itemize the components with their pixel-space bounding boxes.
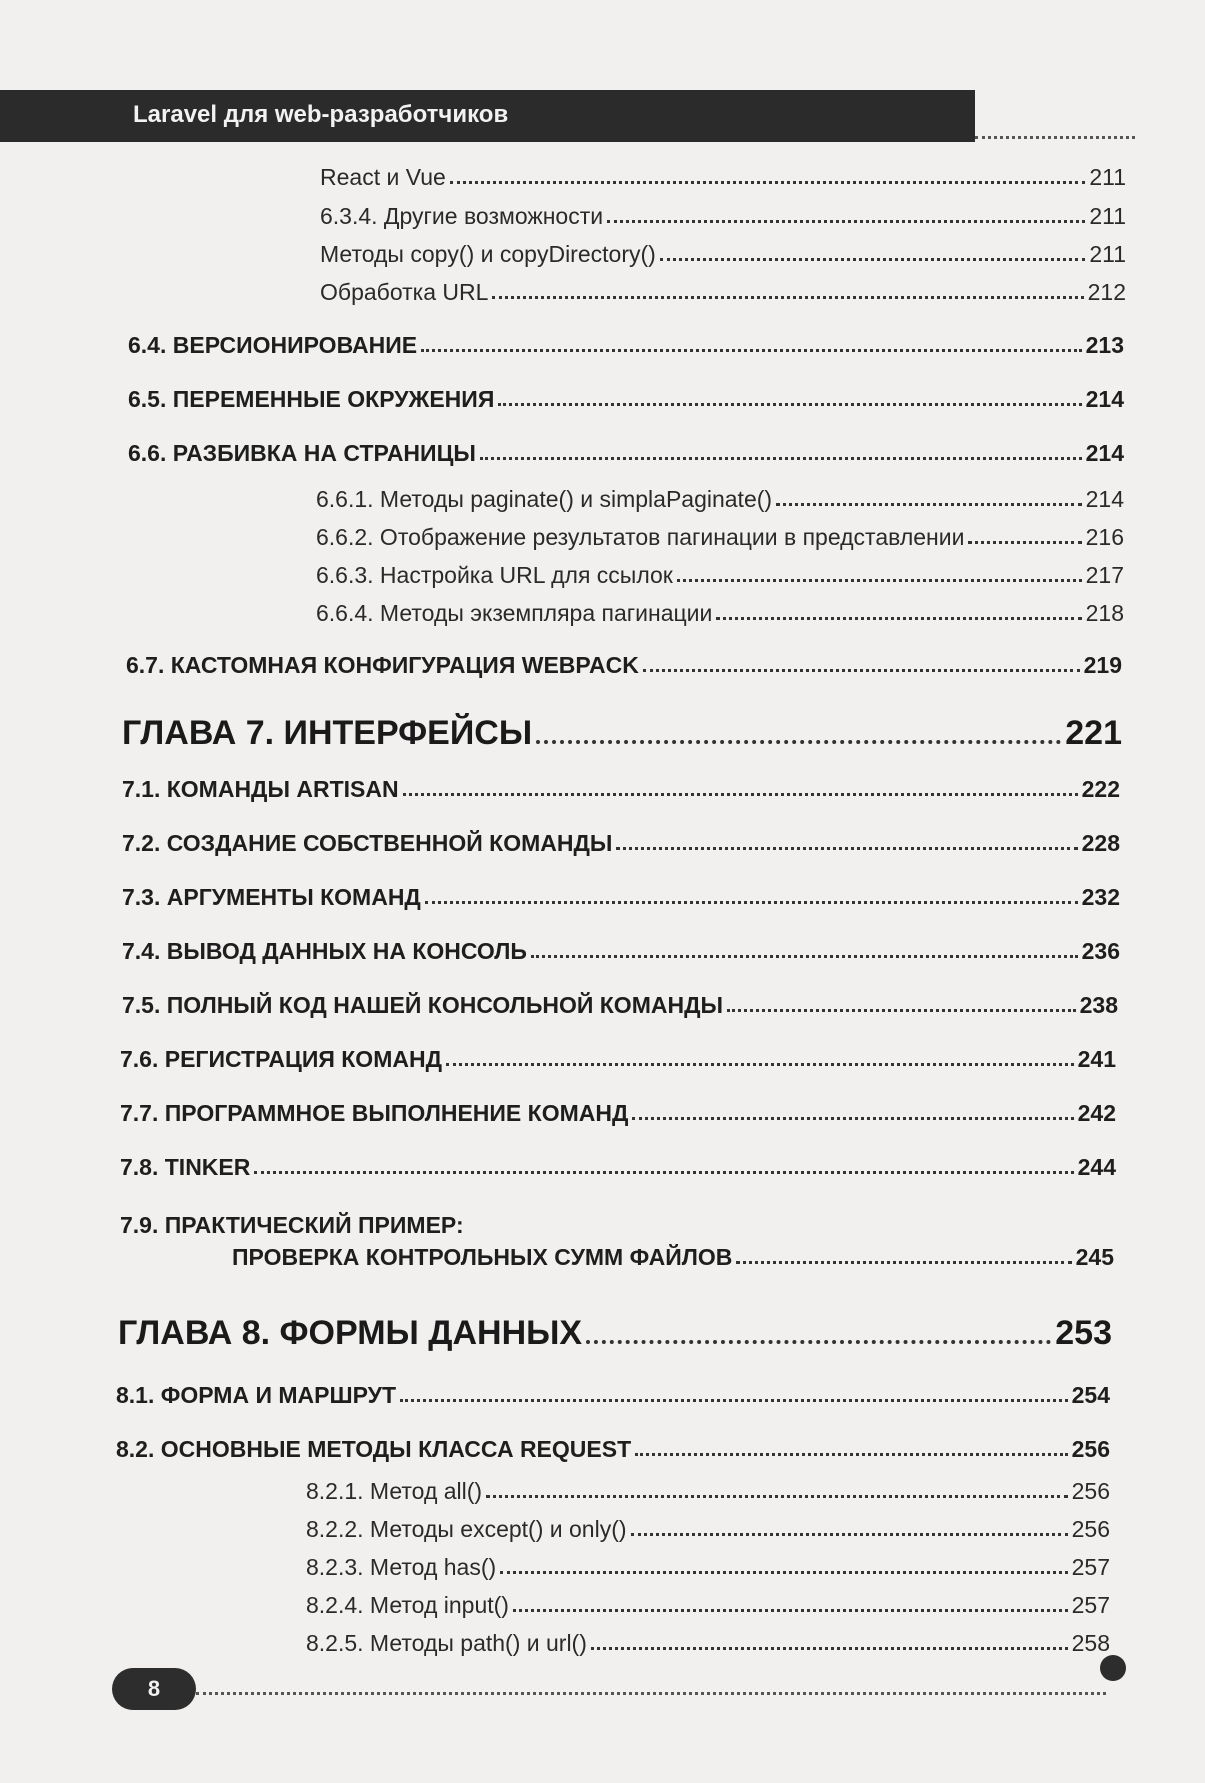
toc-entry bbox=[306, 1478, 1110, 1505]
toc-chapter-entry bbox=[118, 1314, 1112, 1353]
toc-entry-label: 8.2.3. Метод has() bbox=[306, 1554, 497, 1580]
toc-entry-page: 244 bbox=[1077, 1154, 1116, 1180]
toc-entry bbox=[120, 1100, 1116, 1127]
toc-dot-leader bbox=[631, 1533, 1068, 1536]
toc-dot-leader bbox=[531, 955, 1078, 958]
toc-entry-label: 7.8. TINKER bbox=[120, 1154, 251, 1180]
toc-dot-leader bbox=[536, 740, 1061, 744]
toc-entry-label: 8.2.2. Методы except() и only() bbox=[306, 1516, 627, 1542]
toc-entry-page: 254 bbox=[1071, 1382, 1110, 1408]
toc-entry bbox=[316, 562, 1124, 589]
toc-dot-leader bbox=[480, 457, 1082, 460]
toc-entry-label-continuation: ПРОВЕРКА КОНТРОЛЬНЫХ СУММ ФАЙЛОВ bbox=[232, 1244, 733, 1270]
toc-dot-leader bbox=[425, 901, 1078, 904]
toc-dot-leader bbox=[660, 258, 1086, 261]
toc-entry-page: 256 bbox=[1071, 1516, 1110, 1542]
toc-entry-label: 7.9. ПРАКТИЧЕСКИЙ ПРИМЕР: bbox=[120, 1212, 464, 1238]
toc-entry-label: 7.7. ПРОГРАММНОЕ ВЫПОЛНЕНИЕ КОМАНД bbox=[120, 1100, 629, 1126]
toc-entry bbox=[120, 1154, 1116, 1181]
toc-dot-leader bbox=[500, 1571, 1067, 1574]
toc-dot-leader bbox=[498, 403, 1081, 406]
toc-entry-label: 6.6.4. Методы экземпляра пагинации bbox=[316, 600, 713, 626]
toc-dot-leader bbox=[677, 579, 1082, 582]
running-header-title: Laravel для web-разработчиков bbox=[133, 101, 509, 128]
toc-entry bbox=[306, 1554, 1110, 1581]
toc-entry-page: 242 bbox=[1077, 1100, 1116, 1126]
footer-bullet-dot bbox=[1100, 1655, 1126, 1681]
toc-entry-page: 214 bbox=[1085, 486, 1124, 512]
toc-entry bbox=[316, 524, 1124, 551]
toc-entry-page: 241 bbox=[1077, 1046, 1116, 1072]
toc-entry-page: 238 bbox=[1079, 992, 1118, 1018]
toc-entry bbox=[320, 203, 1126, 230]
toc-dot-leader bbox=[643, 669, 1080, 672]
toc-entry bbox=[316, 600, 1124, 627]
toc-entry-page: 256 bbox=[1071, 1478, 1110, 1504]
toc-entry-label: 7.6. РЕГИСТРАЦИЯ КОМАНД bbox=[120, 1046, 442, 1072]
toc-entry-label: 8.2.1. Метод all() bbox=[306, 1478, 483, 1504]
toc-entry-page: 214 bbox=[1085, 386, 1124, 412]
toc-dot-leader bbox=[727, 1009, 1076, 1012]
toc-entry-label: ГЛАВА 8. ФОРМЫ ДАННЫХ bbox=[118, 1314, 583, 1352]
page-number-badge: 8 bbox=[112, 1668, 196, 1710]
toc-entry-page: 253 bbox=[1055, 1314, 1112, 1352]
toc-entry-page: 211 bbox=[1089, 164, 1126, 190]
toc-entry-label: Обработка URL bbox=[320, 279, 489, 305]
toc-entry-label: Методы copy() и copyDirectory() bbox=[320, 241, 656, 267]
toc-dot-leader bbox=[513, 1609, 1068, 1612]
toc-dot-leader bbox=[450, 181, 1086, 184]
toc-entry-label: ГЛАВА 7. ИНТЕРФЕЙСЫ bbox=[122, 714, 533, 752]
toc-entry-page: 217 bbox=[1085, 562, 1124, 588]
toc-entry-page: 232 bbox=[1081, 884, 1120, 910]
toc-chapter-entry bbox=[122, 714, 1122, 753]
toc-entry-label: 8.2. ОСНОВНЫЕ МЕТОДЫ КЛАССА REQUEST bbox=[116, 1436, 632, 1462]
toc-entry-page: 256 bbox=[1071, 1436, 1110, 1462]
toc-entry bbox=[120, 1046, 1116, 1073]
toc-entry-page: 257 bbox=[1071, 1592, 1110, 1618]
toc-entry-label: 8.2.4. Метод input() bbox=[306, 1592, 509, 1618]
toc-entry-label: 7.3. АРГУМЕНТЫ КОМАНД bbox=[122, 884, 421, 910]
toc-entry-label: 7.2. СОЗДАНИЕ СОБСТВЕННОЙ КОМАНДЫ bbox=[122, 830, 613, 856]
toc-entry-page: 213 bbox=[1085, 332, 1124, 358]
toc-entry-label: 6.6.3. Настройка URL для ссылок bbox=[316, 562, 673, 588]
toc-entry-label: 8.1. ФОРМА И МАРШРУТ bbox=[116, 1382, 397, 1408]
toc-entry-page: 211 bbox=[1089, 241, 1126, 267]
toc-entry-label: 7.4. ВЫВОД ДАННЫХ НА КОНСОЛЬ bbox=[122, 938, 527, 964]
toc-entry-page: 212 bbox=[1087, 279, 1126, 305]
toc-entry bbox=[122, 992, 1118, 1019]
toc-entry-label: 6.7. КАСТОМНАЯ КОНФИГУРАЦИЯ WEBPACK bbox=[126, 652, 639, 678]
toc-entry-page: 258 bbox=[1071, 1630, 1110, 1656]
toc-dot-leader bbox=[736, 1261, 1071, 1264]
toc-dot-leader bbox=[716, 617, 1081, 620]
toc-entry-label: 6.6.2. Отображение результатов пагинации в представлении bbox=[316, 524, 965, 550]
toc-entry bbox=[116, 1436, 1110, 1463]
toc-dot-leader bbox=[632, 1117, 1073, 1120]
toc-dot-leader bbox=[635, 1453, 1068, 1456]
toc-entry bbox=[128, 440, 1124, 467]
toc-entry bbox=[306, 1516, 1110, 1543]
toc-entry-page: 228 bbox=[1081, 830, 1120, 856]
toc-dot-leader bbox=[591, 1647, 1068, 1650]
toc-entry-page: 257 bbox=[1071, 1554, 1110, 1580]
toc-entry-page: 222 bbox=[1081, 776, 1120, 802]
toc-dot-leader bbox=[586, 1340, 1051, 1344]
toc-dot-leader bbox=[446, 1063, 1074, 1066]
toc-entry-label: 8.2.5. Методы path() и url() bbox=[306, 1630, 587, 1656]
toc-entry-label: 7.5. ПОЛНЫЙ КОД НАШЕЙ КОНСОЛЬНОЙ КОМАНДЫ bbox=[122, 992, 723, 1018]
toc-dot-leader bbox=[616, 847, 1077, 850]
toc-dot-leader bbox=[492, 296, 1083, 299]
toc-entry bbox=[232, 1244, 1114, 1271]
toc-dot-leader bbox=[421, 349, 1081, 352]
toc-entry bbox=[128, 332, 1124, 359]
toc-dot-leader bbox=[254, 1171, 1073, 1174]
toc-entry-page: 218 bbox=[1085, 600, 1124, 626]
toc-entry bbox=[320, 279, 1126, 306]
toc-entry-label: 7.1. КОМАНДЫ ARTISAN bbox=[122, 776, 399, 802]
toc-entry-page: 245 bbox=[1075, 1244, 1114, 1270]
toc-dot-leader bbox=[776, 503, 1082, 506]
toc-entry-label: 6.6.1. Методы paginate() и simplaPaginate() bbox=[316, 486, 773, 512]
toc-entry-label: 6.5. ПЕРЕМЕННЫЕ ОКРУЖЕНИЯ bbox=[128, 386, 495, 412]
toc-entry bbox=[306, 1592, 1110, 1619]
toc-entry bbox=[320, 164, 1126, 191]
toc-entry-page: 216 bbox=[1085, 524, 1124, 550]
toc-entry bbox=[122, 776, 1120, 803]
toc-entry-page: 211 bbox=[1089, 203, 1126, 229]
toc-entry bbox=[320, 241, 1126, 268]
toc-entry-label: 6.4. ВЕРСИОНИРОВАНИЕ bbox=[128, 332, 418, 358]
toc-entry bbox=[316, 486, 1124, 513]
toc-dot-leader bbox=[968, 541, 1081, 544]
toc-dot-leader bbox=[403, 793, 1078, 796]
toc-entry-page: 214 bbox=[1085, 440, 1124, 466]
toc-entry bbox=[126, 652, 1122, 679]
toc-entry bbox=[122, 884, 1120, 911]
toc-entry bbox=[306, 1630, 1110, 1657]
toc-entry-page: 219 bbox=[1083, 652, 1122, 678]
toc-entry-page: 236 bbox=[1081, 938, 1120, 964]
toc-entry bbox=[128, 386, 1124, 413]
toc-entry-label: React и Vue bbox=[320, 164, 446, 190]
toc-dot-leader bbox=[607, 220, 1085, 223]
toc-dot-leader bbox=[400, 1399, 1068, 1402]
toc-dot-leader bbox=[486, 1495, 1068, 1498]
toc-entry bbox=[122, 938, 1120, 965]
toc-entry-label: 6.3.4. Другие возможности bbox=[320, 203, 604, 229]
footer-dotted-rule bbox=[196, 1692, 1106, 1695]
toc-entry-label: 6.6. РАЗБИВКА НА СТРАНИЦЫ bbox=[128, 440, 476, 466]
toc-entry bbox=[122, 830, 1120, 857]
toc-entry bbox=[116, 1382, 1110, 1409]
toc-entry-page: 221 bbox=[1065, 714, 1122, 752]
